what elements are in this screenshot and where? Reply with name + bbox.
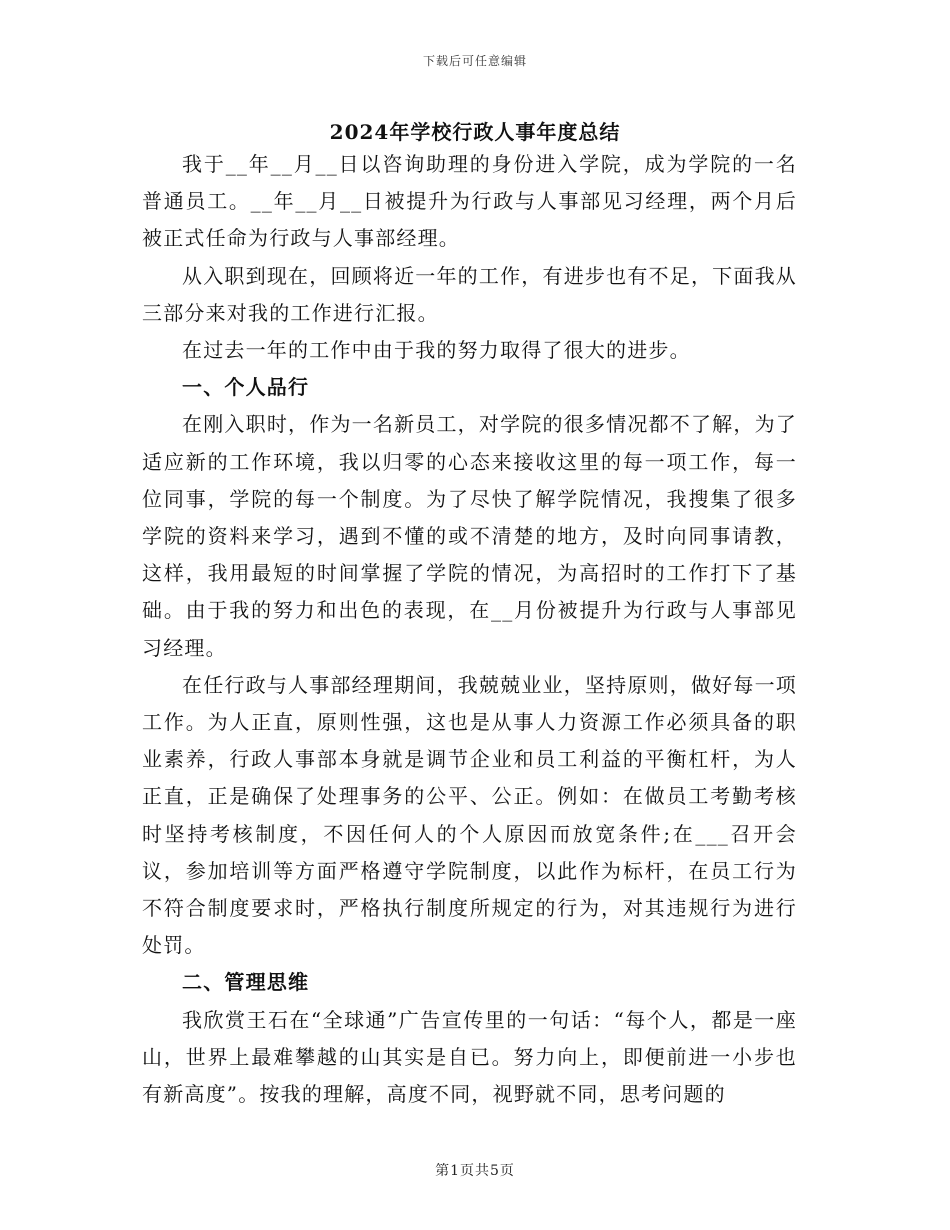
section-heading-management-thinking: 二、管理思维 bbox=[182, 970, 310, 995]
page-indicator: 第1页共5页 bbox=[435, 1163, 515, 1179]
document-body bbox=[142, 146, 797, 1113]
body-paragraph: 我欣赏王石在“全球通”广告宣传里的一句话：“每个人，都是一座山，世界上最难攀越的山其实是自已。努力向上，即便前进一小步也有新高度”。按我的理解，高度不同，视野就不同，思考问题的 bbox=[142, 1007, 797, 1107]
body-paragraph: 从入职到现在，回顾将近一年的工作，有进步也有不足，下面我从三部分来对我的工作进行汇报。 bbox=[142, 263, 797, 325]
section-heading-personal-conduct: 一、个人品行 bbox=[182, 375, 310, 400]
header-note: 下载后可任意编辑 bbox=[422, 54, 527, 68]
body-paragraph: 在刚入职时，作为一名新员工，对学院的很多情况都不了解，为了适应新的工作环境，我以归零的心态来接收这里的每一项工作，每一位同事，学院的每一个制度。为了尽快了解学院情况，我搜集了很多学院的资料来学习，遇到不懂的或不清楚的地方，及时向同事请教，这样，我用最短的时间掌握了学院的情况，为高招时的工作打下了基础。由于我的努力和出色的表现，在__月份被提升为行政与人事部见习经理。 bbox=[142, 412, 797, 660]
body-paragraph: 我于__年__月__日以咨询助理的身份进入学院，成为学院的一名普通员工。__年__月__日被提升为行政与人事部见习经理，两个月后被正式任命为行政与人事部经理。 bbox=[142, 152, 797, 251]
body-paragraph: 在过去一年的工作中由于我的努力取得了很大的进步。 bbox=[182, 338, 691, 363]
document-title: 2024年学校行政人事年度总结 bbox=[329, 120, 621, 144]
body-paragraph: 在任行政与人事部经理期间，我兢兢业业，坚持原则，做好每一项工作。为人正直，原则性强，这也是从事人力资源工作必须具备的职业素养，行政人事部本身就是调节企业和员工利益的平衡杠杆，为人正直，正是确保了处理事务的公平、公正。例如：在做员工考勤考核时坚持考核制度，不因任何人的个人原因而放宽条件;在___召开会议，参加培训等方面严格遵守学院制度，以此作为标杆，在员工行为不符合制度要求时，严格执行制度所规定的行为，对其违规行为进行处罚。 bbox=[142, 672, 797, 958]
